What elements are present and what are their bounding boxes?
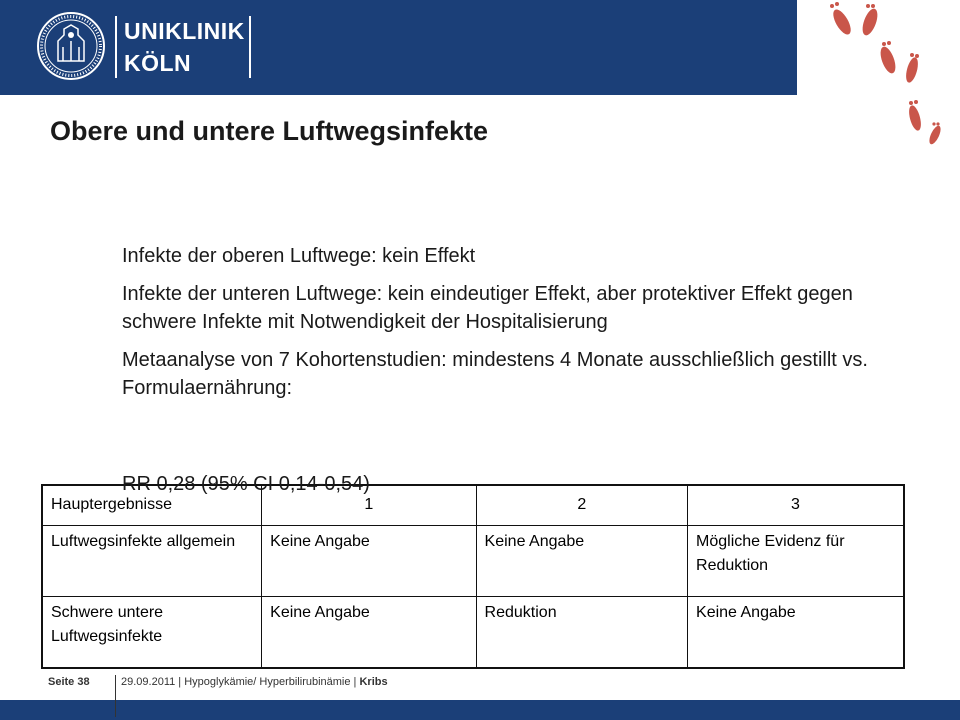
table-cell: Keine Angabe xyxy=(476,525,687,596)
table-cell: Schwere untere Luftwegsinfekte xyxy=(42,596,262,668)
table-header-cell: 2 xyxy=(476,485,687,525)
footer-info xyxy=(121,676,388,688)
table-row xyxy=(42,525,904,596)
university-seal-icon xyxy=(36,11,106,81)
table-cell: Keine Angabe xyxy=(688,596,904,668)
bullet-lower-airways: Infekte der unteren Luftwege: kein eindeutiger Effekt, aber protektiver Effekt gegen schwere Infekte mit Notwendigkeit der Hospitalisierung xyxy=(122,283,853,333)
table-row xyxy=(42,596,904,668)
footer-date-topic: 29.09.2011 | Hypoglykämie/ Hyperbilirubinämie | xyxy=(121,676,360,688)
table-cell: Keine Angabe xyxy=(262,596,476,668)
results-table xyxy=(41,484,905,669)
logo-wordmark xyxy=(124,15,245,79)
table-cell: Keine Angabe xyxy=(262,525,476,596)
table-cell: Luftwegsinfekte allgemein xyxy=(42,525,262,596)
footer-author: Kribs xyxy=(359,676,388,688)
slide-title: Obere und untere Luftwegsinfekte xyxy=(50,116,489,146)
footer-band xyxy=(0,700,960,720)
logo-line-2: KÖLN xyxy=(124,50,192,76)
header-band xyxy=(0,0,797,95)
table-cell: Mögliche Evidenz für Reduktion xyxy=(688,525,904,596)
bullet-upper-airways: Infekte der oberen Luftwege: kein Effekt xyxy=(122,245,476,267)
footer-page-number: Seite 38 xyxy=(48,676,90,688)
table-header-cell: 1 xyxy=(262,485,476,525)
table-header-cell: Hauptergebnisse xyxy=(42,485,262,525)
slide-body xyxy=(122,242,882,412)
table-cell: Reduktion xyxy=(476,596,687,668)
logo-line-1: UNIKLINIK xyxy=(124,18,245,44)
table-header-cell: 3 xyxy=(688,485,904,525)
logo-divider-right xyxy=(249,16,251,78)
footprints-icon xyxy=(800,0,960,160)
header xyxy=(0,0,960,95)
bullet-meta-analysis: Metaanalyse von 7 Kohortenstudien: mindestens 4 Monate ausschließlich gestillt vs. Formulaernährung: xyxy=(122,349,868,399)
logo-divider xyxy=(115,16,117,78)
footer-divider xyxy=(115,675,116,717)
rr-result-line: RR 0,28 (95% CI 0,14-0,54) xyxy=(122,473,370,495)
